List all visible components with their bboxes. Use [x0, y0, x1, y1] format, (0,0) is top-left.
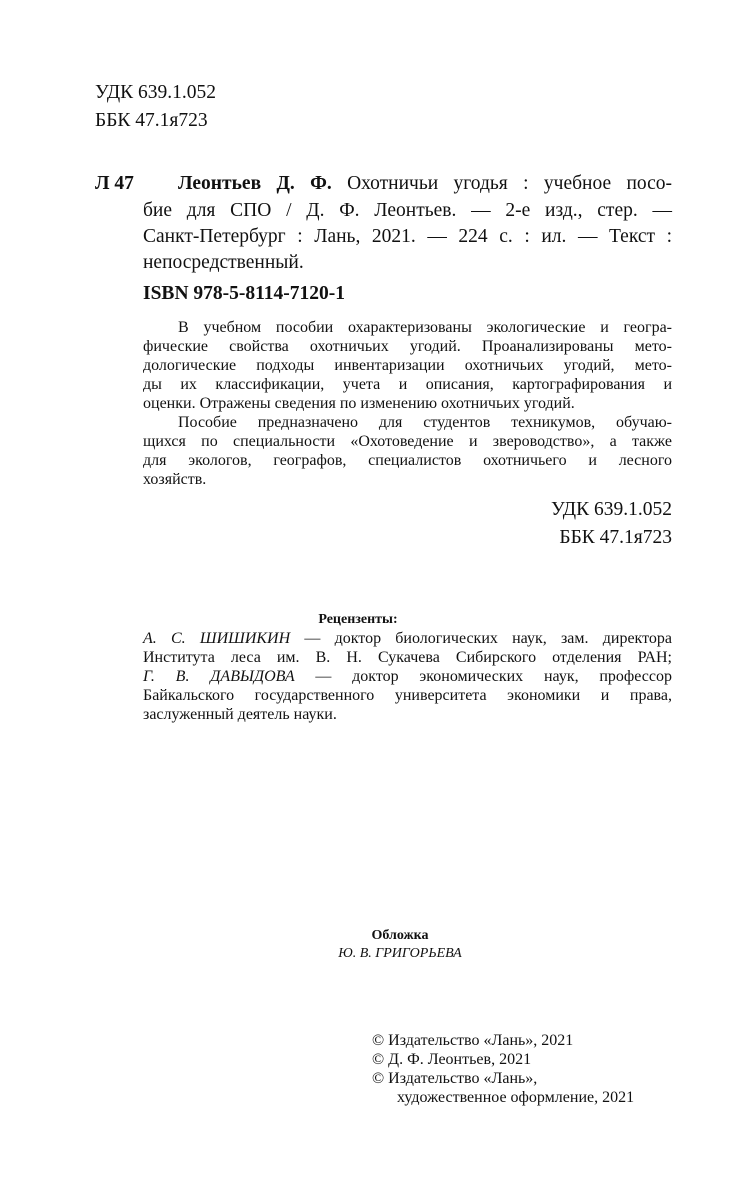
reviewer-2-line-2: Байкальского государственного университета экономики и права,: [143, 687, 672, 704]
copyright-line: © Издательство «Лань», 2021: [372, 1032, 574, 1049]
annotation-line: щихся по специальности «Охотоведение и звероводство», а также: [143, 433, 672, 450]
cover-heading: Обложка: [371, 928, 429, 943]
reviewer-1-name: А. С. ШИШИКИН: [143, 630, 291, 647]
annotation-line: оценки. Отражены сведения по изменению охотничьих угодий.: [143, 395, 575, 412]
copyright-line: © Д. Ф. Леонтьев, 2021: [372, 1051, 532, 1068]
annotation-line: ды их классификации, учета и описания, картографирования и: [143, 376, 672, 393]
annotation-line: Пособие предназначено для студентов техникумов, обучаю-: [178, 414, 672, 431]
catalog-line-4: непосредственный.: [143, 252, 304, 273]
copyright-line: художественное оформление, 2021: [397, 1089, 635, 1106]
annotation-line: для экологов, географов, специалистов охотничьего и лесного: [143, 452, 672, 469]
annotation-line: дологические подходы инвентаризации охотничьих угодий, мето-: [143, 357, 672, 374]
cover-designer: Ю. В. ГРИГОРЬЕВА: [338, 946, 462, 961]
catalog-author: Леонтьев Д. Ф.: [178, 173, 332, 194]
udk-top: УДК 639.1.052: [95, 82, 217, 103]
catalog-line-3: Санкт-Петербург : Лань, 2021. — 224 с. : ил. — Текст :: [143, 226, 672, 247]
copyright-line: © Издательство «Лань»,: [372, 1070, 538, 1087]
udk-bottom: УДК 639.1.052: [550, 499, 672, 520]
reviewer-2-role: — доктор экономических наук, профессор: [294, 668, 672, 685]
catalog-line-1: [178, 173, 672, 195]
author-mark: Л 47: [95, 173, 134, 194]
reviewer-2-name: Г. В. ДАВЫДОВА: [143, 668, 295, 685]
catalog-line-2: бие для СПО / Д. Ф. Леонтьев. — 2-е изд., стер. —: [143, 200, 672, 221]
annotation-line: В учебном пособии охарактеризованы экологические и геогра-: [178, 319, 672, 336]
reviewer-1-line-2: Института леса им. В. Н. Сукачева Сибирского отделения РАН;: [143, 649, 672, 666]
isbn: ISBN 978-5-8114-7120-1: [143, 283, 346, 304]
annotation-line: фические свойства охотничьих угодий. Проанализированы мето-: [143, 338, 672, 355]
reviewer-1-role: — доктор биологических наук, зам. директора: [290, 630, 672, 647]
annotation-line: хозяйств.: [143, 471, 207, 488]
bbk-top: ББК 47.1я723: [95, 110, 208, 131]
reviewer-2-line-3: заслуженный деятель науки.: [143, 706, 337, 723]
bbk-bottom: ББК 47.1я723: [559, 527, 672, 548]
reviewer-1-line-1: [143, 630, 672, 648]
catalog-title: Охотничьи угодья : учебное посо-: [331, 173, 673, 194]
reviewers-heading: Рецензенты:: [318, 612, 398, 627]
reviewer-2-line-1: [143, 668, 672, 686]
